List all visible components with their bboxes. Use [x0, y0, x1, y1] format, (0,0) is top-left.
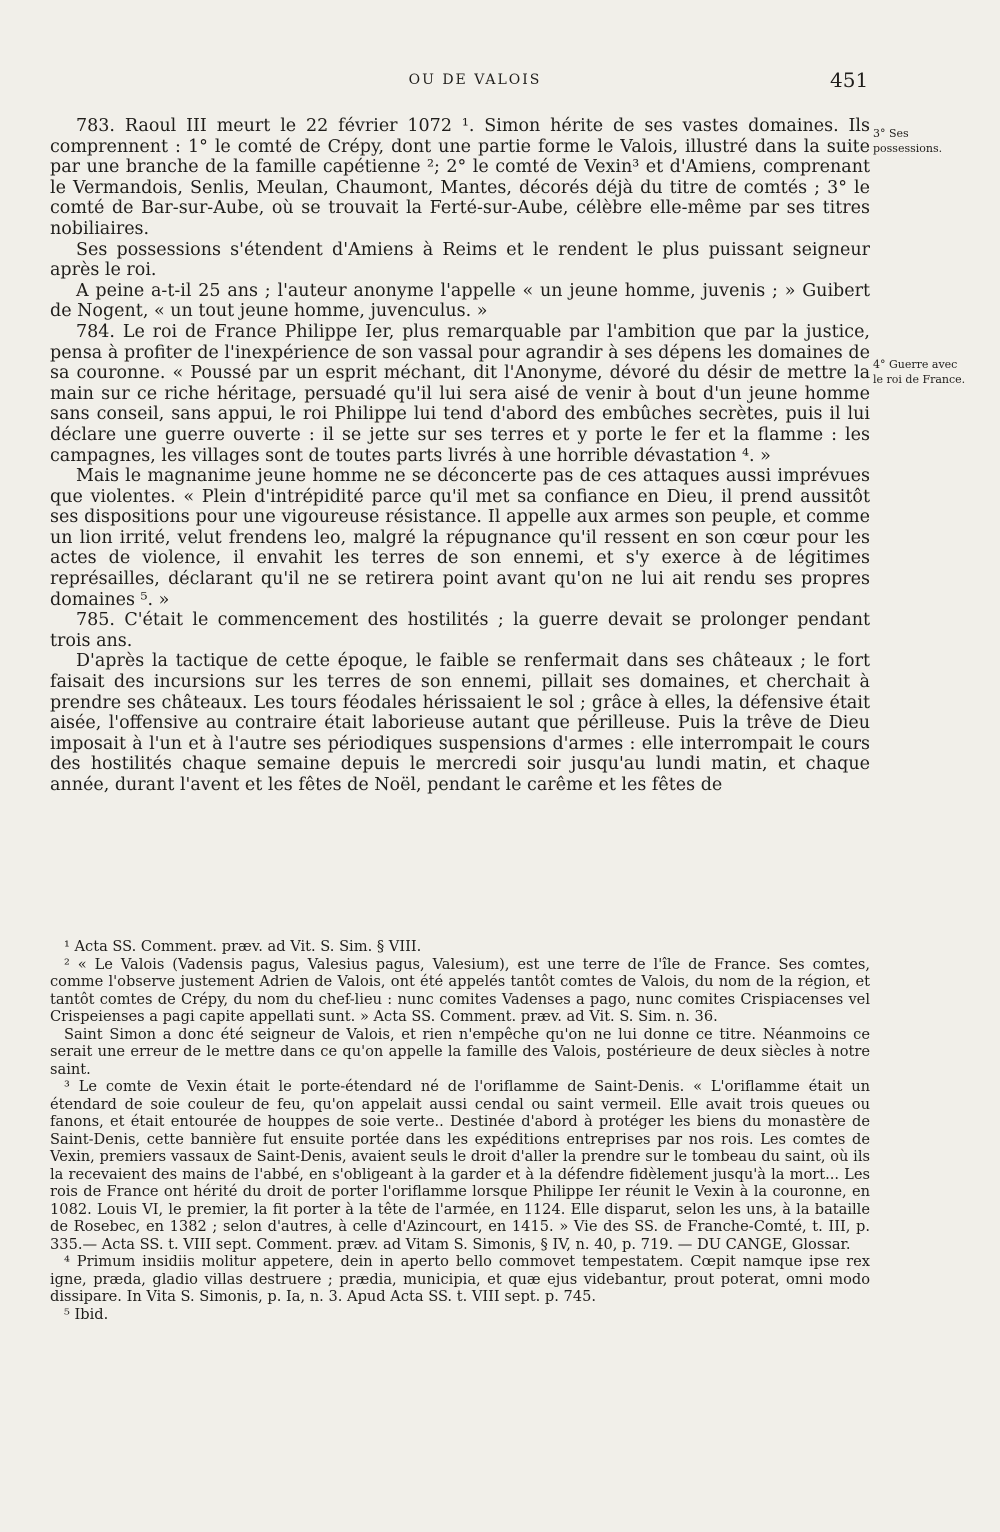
footnote-2: ² « Le Valois (Vadensis pagus, Valesius pagus, Valesium), est une terre de l'île de France. Ses comtes, comme l'observe justement Adrien de Valois, ont été appelés tantôt comtes de Valois, du nom de la région, et tantôt comtes de Crépy, du nom du chef-lieu : nunc comites Vadenses a pago, nunc comites Crispiacenses vel Crispeienses a pagi capite appellati sunt. » Acta SS. Comment. præv. ad Vit. S. Sim. n. 36.	[50, 955, 870, 1025]
running-title: OU DE VALOIS	[408, 72, 542, 88]
footnote-5: ⁵ Ibid.	[64, 1305, 109, 1323]
paragraph-resistance: Mais le magnanime jeune homme ne se déconcerte pas de ces attaques aussi imprévues que violentes. « Plein d'intrépidité parce qu'il met sa confiance en Dieu, il prend aussitôt ses dispositions pour une vigoureuse résistance. Il appelle aux armes son peuple, et comme un lion irrité, velut frendens leo, malgré la répugnance qu'il ressent en son cœur pour les actes de violence, il envahit les terres de son ennemi, et s'y exerce à de légitimes représailles, déclarant qu'il ne se retirera point avant qu'on ne lui ait rendu ses propres domaines ⁵. »	[50, 466, 870, 610]
paragraph-785: 785. C'était le commencement des hostilités ; la guerre devait se prolonger pendant trois ans.	[50, 610, 870, 651]
footnote-3: ³ Le comte de Vexin était le porte-étendard né de l'oriflamme de Saint-Denis. « L'oriflamme était un étendard de soie couleur de feu, qu'on appelait aussi cendal ou saint vermeil. Elle avait trois queues ou fanons, et était entourée de houppes de soie verte.. Destinée d'abord à protéger les biens du monastère de Saint-Denis, cette bannière fut ensuite portée dans les expéditions entreprises par nos rois. Les comtes de Vexin, premiers vassaux de Saint-Denis, avaient seuls le droit d'aller la prendre sur le tombeau du saint, où ils la recevaient des mains de l'abbé, en s'obligeant à la garder et à la défendre fidèlement jusqu'à la mort... Les rois de France ont hérité du droit de porter l'oriflamme lorsque Philippe Ier réunit le Vexin à la couronne, en 1082. Louis VI, le premier, la fit porter à la tête de l'armée, en 1124. Elle disparut, selon les uns, à la bataille de Rosebec, en 1382 ; selon d'autres, à celle d'Azincourt, en 1415. » Vie des SS. de Franche-Comté, t. III, p. 335.— Acta SS. t. VIII sept. Comment. præv. ad Vitam S. Simonis, § IV, n. 40, p. 719. — DU CANGE, Glossar.	[50, 1078, 870, 1253]
footnote-1: ¹ Acta SS. Comment. præv. ad Vit. S. Sim. § VIII.	[64, 938, 422, 955]
footnote-2-continued: Saint Simon a donc été seigneur de Valois, et rien n'empêche qu'on ne lui donne ce titre. Néanmoins ce serait une erreur de le mettre dans ce qu'on appelle la famille des Valois, postérieure de deux siècles à notre saint.	[50, 1025, 870, 1078]
footnote-4: ⁴ Primum insidiis molitur appetere, dein in aperto bello commovet tempestatem. Cœpit namque ipse rex igne, præda, gladio villas destruere ; prædia, municipia, et quæ ejus videbantur, prout poterat, omni modo dissipare. In Vita S. Simonis, p. Ia, n. 3. Apud Acta SS. t. VIII sept. p. 745.	[50, 1253, 870, 1305]
paragraph-possessions: Ses possessions s'étendent d'Amiens à Reims et le rendent le plus puissant seigneur après le roi.	[50, 239, 870, 281]
paragraph-784: 784. Le roi de France Philippe Ier, plus remarquable par l'ambition que par la justice, pensa à profiter de l'inexpérience de son vassal pour agrandir à ses dépens les domaines de sa couronne. « Poussé par un esprit méchant, dit l'Anonyme, dévoré du désir de mettre la main sur ce riche héritage, persuadé qu'il lui sera aisé de venir à bout d'un jeune homme sans conseil, sans appui, le roi Philippe lui tend d'abord des embûches secrètes, puis il lui déclare une guerre ouverte : il se jette sur ses terres et y porte le fer et la flamme : les campagnes, les villages sont de toutes parts livrés à une horrible dévastation ⁴. »	[50, 321, 870, 466]
paragraph-783: 783. Raoul III meurt le 22 février 1072 ¹. Simon hérite de ses vastes domaines. Ils comprennent : 1° le comté de Crépy, dont une partie forme le Valois, illustré dans la suite par une branche de la famille capétienne ²; 2° le comté de Vexin³ et d'Amiens, comprenant le Vermandois, Senlis, Meulan, Chaumont, Mantes, décorés déjà du titre de comtés ; 3° le comté de Bar-sur-Aube, où se trouvait la Ferté-sur-Aube, célèbre elle-même par ses titres nobiliaires.	[50, 116, 870, 239]
paragraph-tactics: D'après la tactique de cette époque, le faible se renfermait dans ses châteaux ; le fort faisait des incursions sur les terres de son ennemi, pillait ses domaines, et cherchait à prendre ses châteaux. Les tours féodales hérissaient le sol ; grâce à elles, la défensive était aisée, l'offensive au contraire était laborieuse autant que périlleuse. Puis la trêve de Dieu imposait à l'un et à l'autre ses périodiques suspensions d'armes : elle interrompait le cours des hostilités chaque semaine depuis le mercredi soir jusqu'au lundi matin, et chaque année, durant l'avent et les fêtes de Noël, pendant le carême et les fêtes de	[50, 651, 870, 795]
margin-note-possessions: 3° Ses possessions.	[873, 127, 943, 155]
paragraph-age: A peine a-t-il 25 ans ; l'auteur anonyme l'appelle « un jeune homme, juvenis ; » Guibert de Nogent, « un tout jeune homme, juvenculus. »	[50, 280, 870, 322]
page-number: 451	[830, 68, 869, 92]
margin-note-war: 4° Guerre avec le roi de France.	[873, 358, 966, 386]
main-text	[50, 116, 870, 796]
footnotes	[50, 938, 870, 1323]
